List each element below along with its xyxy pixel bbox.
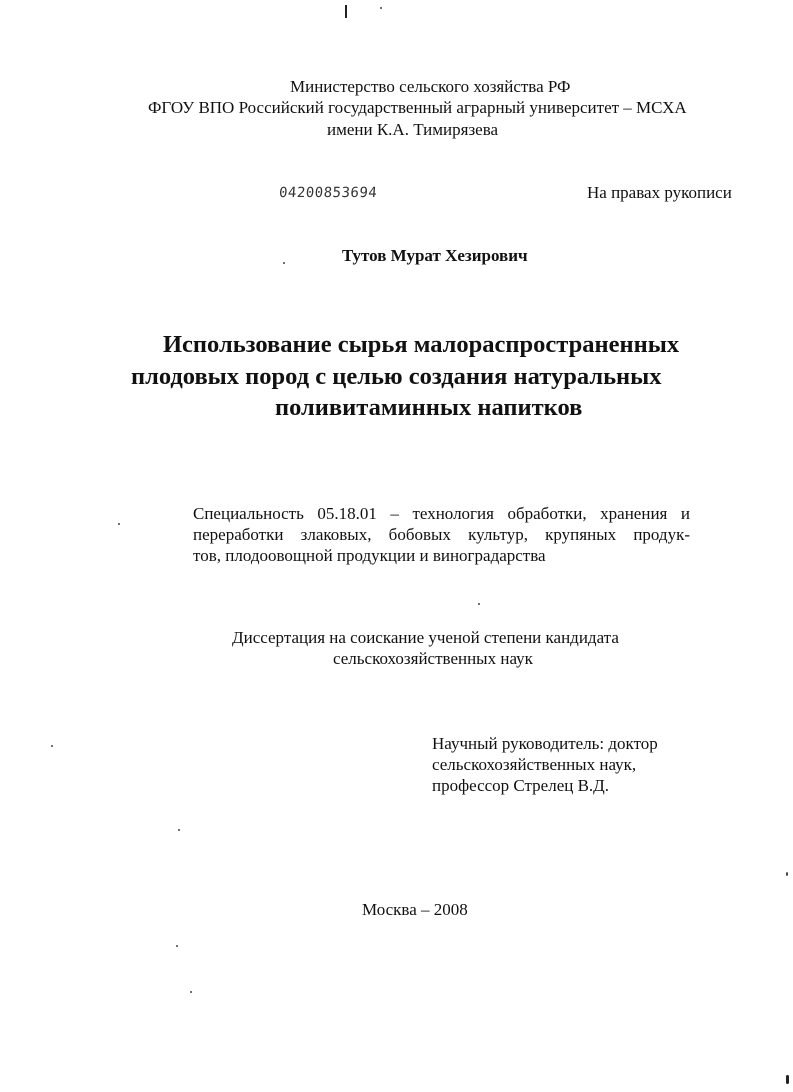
ministry-name: Министерство сельского хозяйства РФ bbox=[290, 77, 571, 96]
author-name: Тутов Мурат Хезирович bbox=[342, 246, 528, 265]
thesis-title-line: поливитаминных напитков bbox=[275, 394, 583, 421]
thesis-title-line: Использование сырья малораспространенных bbox=[163, 331, 680, 358]
specialty-line: Специальность 05.18.01 – технология обработки, хранения и bbox=[193, 504, 690, 523]
university-name: ФГОУ ВПО Российский государственный аграрный университет – МСХА bbox=[148, 98, 687, 117]
scan-speck bbox=[190, 991, 192, 993]
thesis-title-line: плодовых пород с целью создания натуральных bbox=[131, 363, 662, 390]
specialty-block bbox=[193, 503, 690, 566]
scan-speck bbox=[786, 872, 788, 876]
scan-speck bbox=[178, 829, 180, 831]
degree-line: Диссертация на соискание ученой степени кандидата bbox=[232, 628, 619, 647]
scan-speck bbox=[118, 523, 120, 525]
specialty-line: тов, плодоовощной продукции и виноградарства bbox=[193, 546, 546, 565]
inventory-number: 04200853694 bbox=[278, 185, 378, 201]
scan-mark bbox=[786, 1075, 789, 1084]
scan-speck bbox=[380, 7, 382, 9]
degree-line: сельскохозяйственных наук bbox=[333, 649, 533, 668]
specialty-line: переработки злаковых, бобовых культур, крупяных продук- bbox=[193, 525, 690, 544]
scan-speck bbox=[478, 603, 480, 605]
supervisor-line: Научный руководитель: доктор bbox=[432, 734, 658, 753]
scan-mark bbox=[345, 5, 347, 18]
supervisor-line: сельскохозяйственных наук, bbox=[432, 755, 637, 774]
city-year: Москва – 2008 bbox=[362, 900, 468, 919]
manuscript-rights: На правах рукописи bbox=[587, 183, 732, 202]
scan-speck bbox=[283, 262, 285, 264]
university-named-after: имени К.А. Тимирязева bbox=[327, 120, 499, 139]
scan-speck bbox=[176, 945, 178, 947]
supervisor-line: профессор Стрелец В.Д. bbox=[432, 776, 610, 795]
scan-speck bbox=[51, 745, 53, 747]
